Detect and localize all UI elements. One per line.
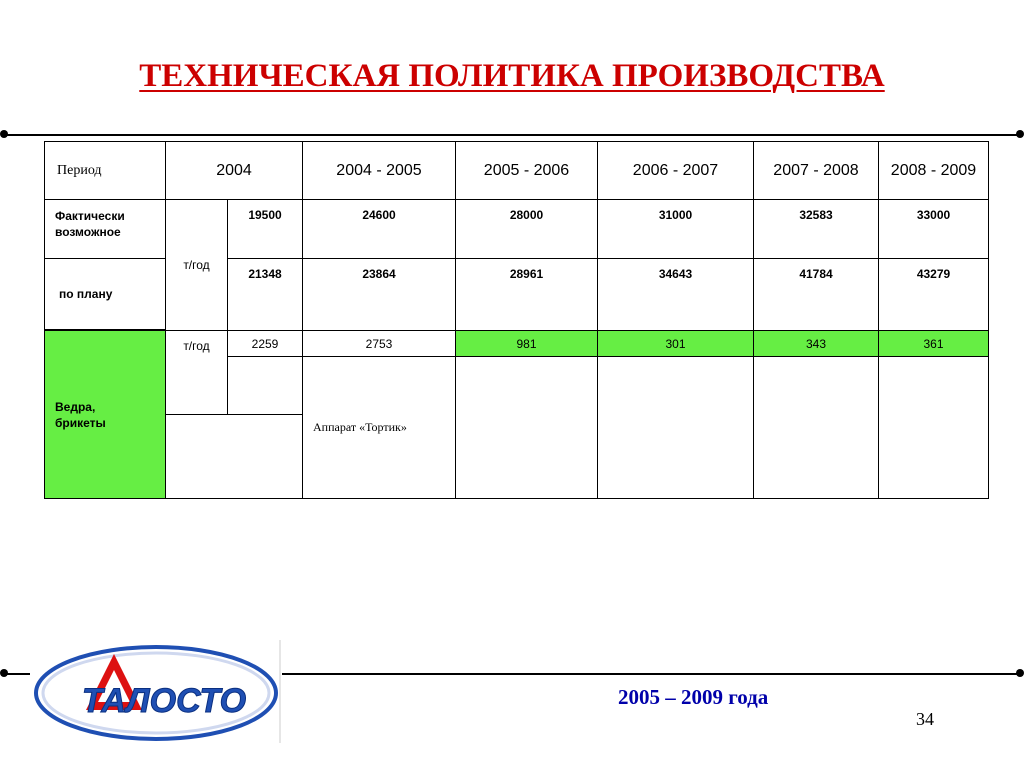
bottom-divider-right-dot xyxy=(1016,669,1024,677)
buckets-value: 343 xyxy=(754,331,879,357)
plan-value: 43279 xyxy=(879,259,989,331)
year-header: 2008 - 2009 xyxy=(879,142,989,200)
actual-value: 19500 xyxy=(228,200,303,259)
buckets-row xyxy=(45,331,989,357)
empty-cell xyxy=(754,357,879,499)
row-label-actual: Фактически возможное xyxy=(45,200,166,259)
empty-cell xyxy=(166,415,303,499)
header-row xyxy=(45,142,989,200)
buckets-unit-cell: т/год xyxy=(166,331,228,415)
actual-value: 33000 xyxy=(879,200,989,259)
year-header: 2006 - 2007 xyxy=(598,142,754,200)
actual-value: 31000 xyxy=(598,200,754,259)
production-table xyxy=(44,141,989,499)
year-header: 2004 xyxy=(166,142,303,200)
logo-graphic xyxy=(30,640,282,743)
buckets-value: 2753 xyxy=(303,331,456,357)
buckets-value: 301 xyxy=(598,331,754,357)
row-label-buckets xyxy=(45,331,166,499)
row-label-buckets-text: Ведра, брикеты xyxy=(55,399,106,430)
buckets-value: 2259 xyxy=(228,331,303,357)
actual-value: 24600 xyxy=(303,200,456,259)
plan-value: 41784 xyxy=(754,259,879,331)
row-label-plan xyxy=(45,259,166,330)
actual-row xyxy=(45,200,989,259)
empty-cell xyxy=(598,357,754,499)
year-header: 2005 - 2006 xyxy=(456,142,598,200)
logo-wordmark: ТАЛОСТО xyxy=(81,682,247,720)
plan-value: 28961 xyxy=(456,259,598,331)
company-logo xyxy=(30,640,282,743)
buckets-value: 361 xyxy=(879,331,989,357)
footer-years: 2005 – 2009 года xyxy=(618,685,769,709)
empty-cell xyxy=(228,357,303,415)
year-header: 2004 - 2005 xyxy=(303,142,456,200)
plan-value: 23864 xyxy=(303,259,456,331)
top-divider xyxy=(4,134,1020,136)
buckets-value: 981 xyxy=(456,331,598,357)
top-divider-left-dot xyxy=(0,130,8,138)
row-label-plan-text: по плану xyxy=(59,286,113,301)
apparatus-label: Аппарат «Тортик» xyxy=(303,357,456,499)
empty-cell xyxy=(879,357,989,499)
unit-cell: т/год xyxy=(166,200,228,331)
page-title: ТЕХНИЧЕСКАЯ ПОЛИТИКА ПРОИЗВОДСТВА xyxy=(139,58,885,94)
empty-cell xyxy=(456,357,598,499)
plan-value: 21348 xyxy=(228,259,303,331)
year-header: 2007 - 2008 xyxy=(754,142,879,200)
plan-value: 34643 xyxy=(598,259,754,331)
page-number: 34 xyxy=(916,709,934,729)
period-label: Период xyxy=(45,142,166,200)
bottom-divider-left-dot xyxy=(0,669,8,677)
actual-value: 28000 xyxy=(456,200,598,259)
top-divider-right-dot xyxy=(1016,130,1024,138)
actual-value: 32583 xyxy=(754,200,879,259)
